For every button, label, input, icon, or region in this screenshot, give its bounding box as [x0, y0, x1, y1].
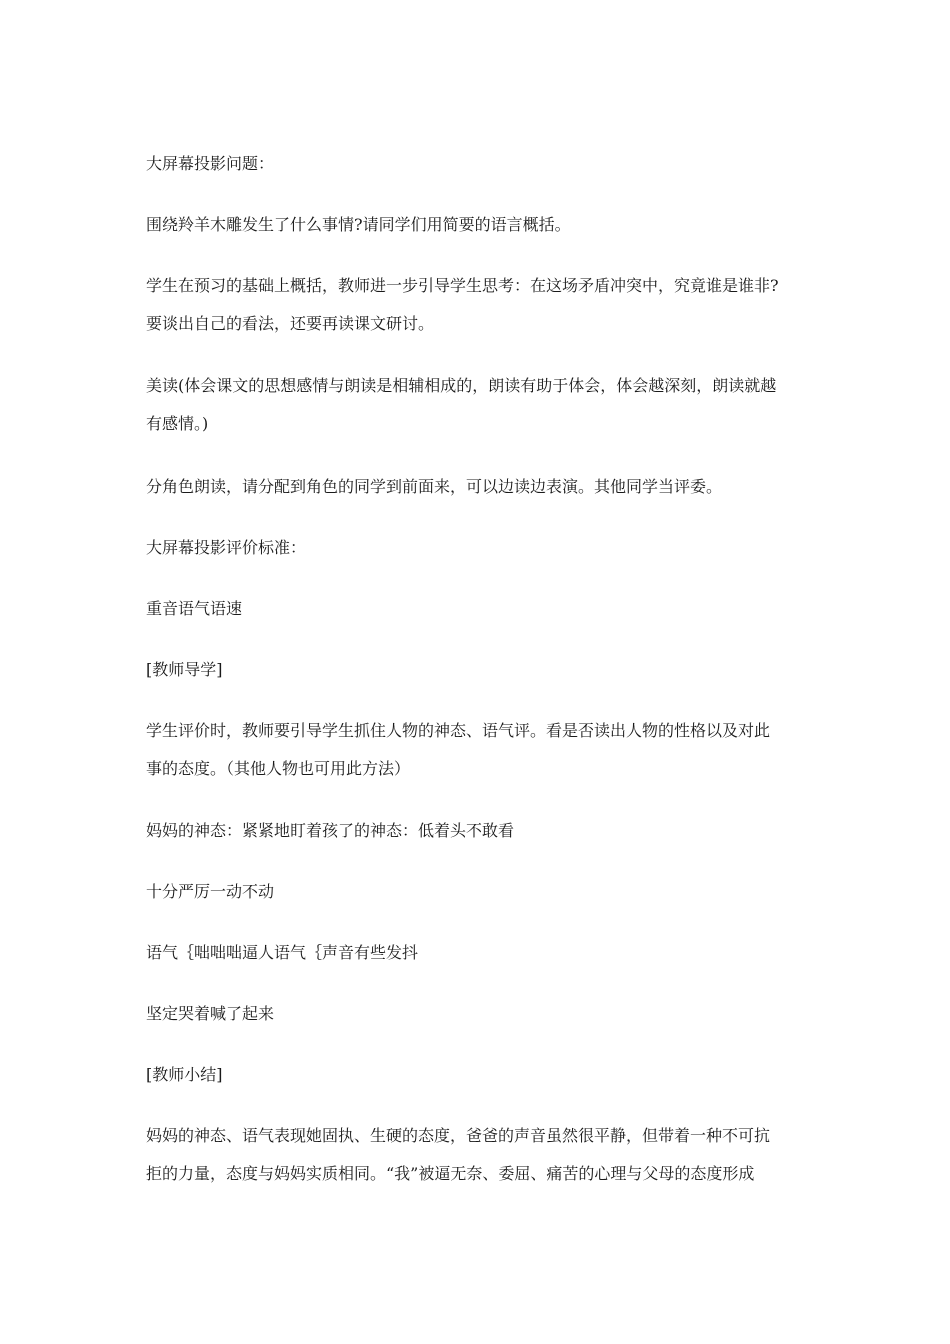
text-line: 围绕羚羊木雕发生了什么事情?请同学们用简要的语言概括。 [146, 215, 571, 234]
paragraph-strict-motionless [146, 873, 816, 911]
text-line: 分角色朗读，请分配到角色的同学到前面来，可以边读边表演。其他同学当评委。 [146, 477, 723, 496]
paragraph-tone [146, 934, 816, 972]
text-line: [教师导学] [146, 660, 223, 679]
text-line: 拒的力量，态度与妈妈实质相同。“我”被逼无奈、委屈、痛苦的心理与父母的态度形成 [146, 1164, 755, 1183]
paragraph-teacher-summary-heading [146, 1056, 816, 1094]
text-line: 大屏幕投影评价标准： [146, 538, 307, 557]
paragraph-student-evaluation [146, 712, 816, 788]
paragraph-event-question [146, 206, 816, 244]
paragraph-stress-tone-speed [146, 590, 816, 628]
paragraph-screen-question-heading [146, 145, 816, 183]
text-line: 有感情。) [146, 414, 209, 433]
paragraph-beautiful-reading [146, 367, 816, 443]
text-line: 美读(体会课文的思想感情与朗读是相辅相成的，朗读有助于体会，体会越深刻，朗读就越 [146, 376, 777, 395]
text-line: 妈妈的神态：紧紧地盯着孩了的神态：低着头不敢看 [146, 821, 515, 840]
text-line: 妈妈的神态、语气表现她固执、生硬的态度，爸爸的声音虽然很平静，但带着一种不可抗 [146, 1126, 771, 1145]
paragraph-student-summary [146, 267, 816, 343]
paragraph-role-reading [146, 468, 816, 506]
text-line: 要谈出自己的看法，还要再读课文研讨。 [146, 314, 435, 333]
paragraph-firm-crying [146, 995, 816, 1033]
text-line: 事的态度。（其他人物也可用此方法） [146, 759, 411, 778]
paragraph-teacher-summary [146, 1117, 816, 1193]
text-line: [教师小结] [146, 1065, 223, 1084]
text-line: 坚定哭着喊了起来 [146, 1004, 275, 1023]
paragraph-mother-expression [146, 812, 816, 850]
paragraph-evaluation-criteria-heading [146, 529, 816, 567]
text-line: 语气｛咄咄咄逼人语气｛声音有些发抖 [146, 943, 419, 962]
text-line: 学生评价时，教师要引导学生抓住人物的神态、语气评。看是否读出人物的性格以及对此 [146, 721, 771, 740]
text-line: 重音语气语速 [146, 599, 243, 618]
paragraph-teacher-guide-heading [146, 651, 816, 689]
text-line: 大屏幕投影问题： [146, 154, 275, 173]
text-line: 十分严厉一动不动 [146, 882, 275, 901]
text-line: 学生在预习的基础上概括，教师进一步引导学生思考：在这场矛盾冲突中，究竟谁是谁非? [146, 276, 779, 295]
